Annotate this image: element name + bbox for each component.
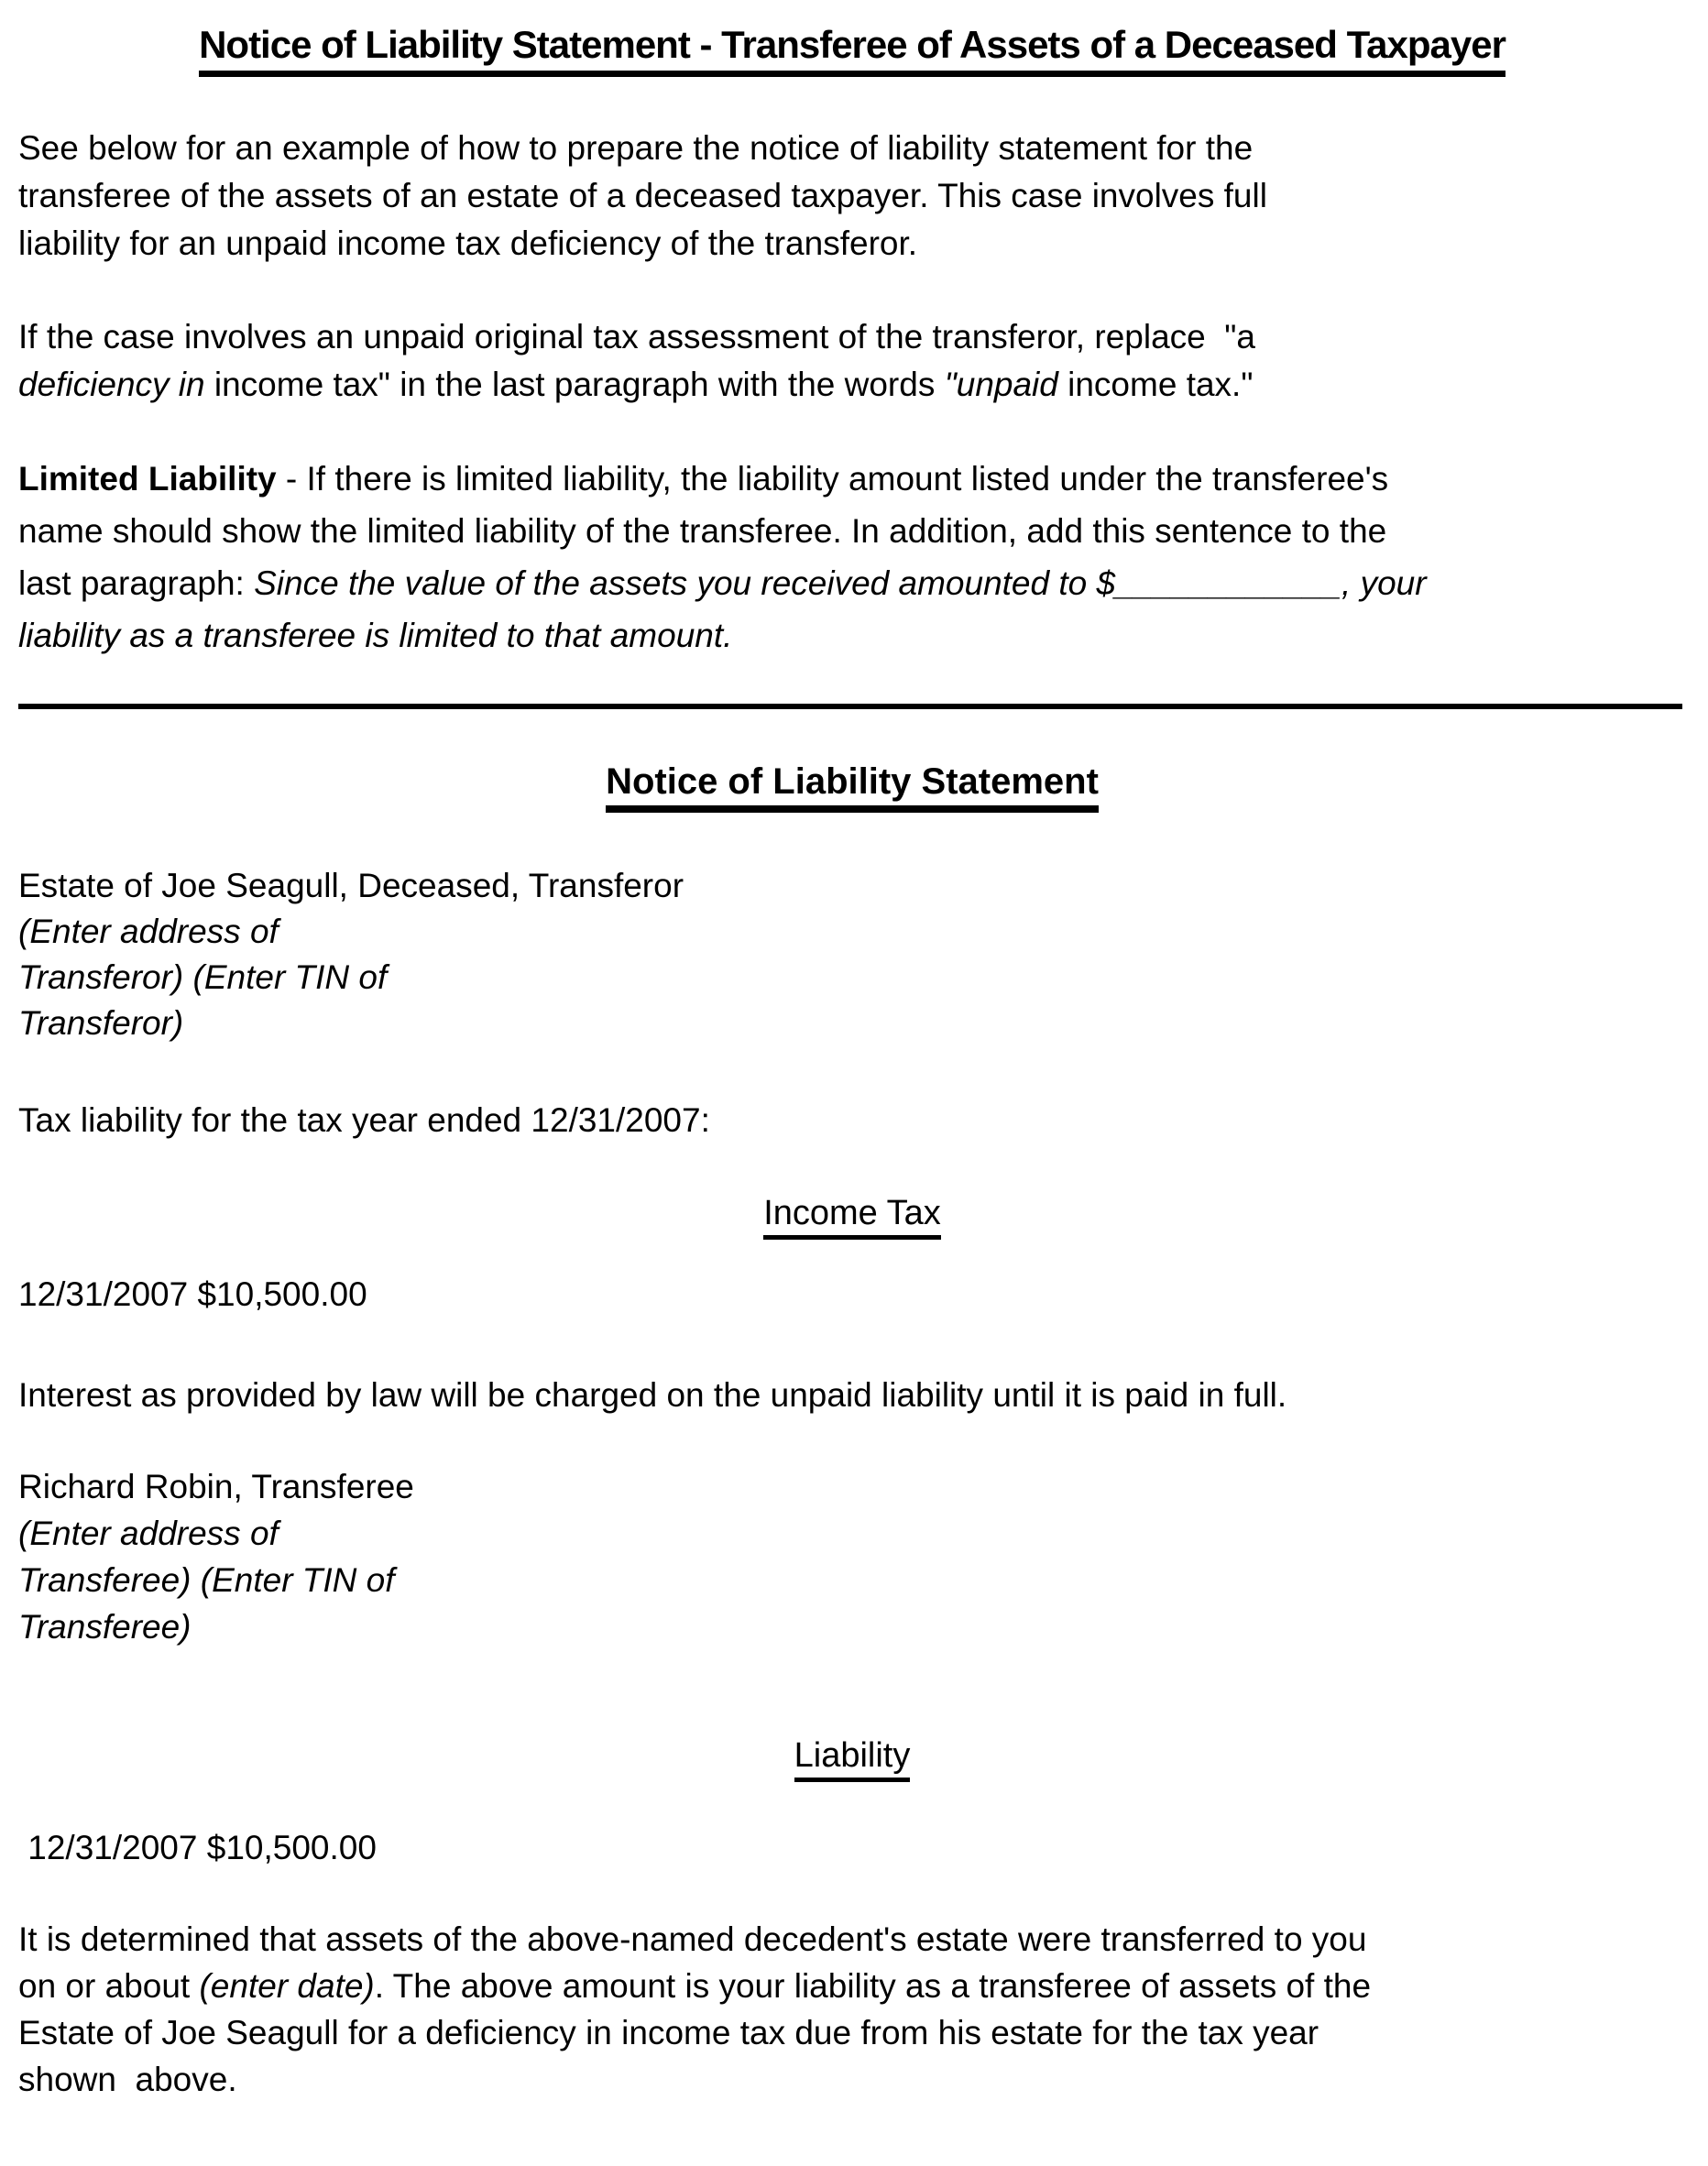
plain-text: . The above amount is your liability as a transferee of assets of the [374,1967,1372,2005]
tax-year-line: Tax liability for the tax year ended 12/31/2007: [18,1101,710,1139]
replacement-note-line-2 [18,361,1686,409]
liability-heading [18,1734,1686,1777]
plain-text: on or about [18,1967,200,2005]
italic-phrase-unpaid: "unpaid [944,366,1058,403]
intro-line-2: transferee of the assets of an estate of a deceased taxpayer. This case involves full [18,177,1267,214]
statement-heading [18,760,1686,803]
closing-line-4: shown above. [18,2061,237,2098]
closing-paragraph [18,1916,1686,2103]
limited-liability-paragraph [18,453,1686,662]
document-title [18,24,1686,66]
interest-line: Interest as provided by law will be charged on the unpaid liability until it is paid in full. [18,1376,1287,1414]
transferor-name-line: Estate of Joe Seagull, Deceased, Transferor [18,867,684,904]
italic-sentence-start: Since the value of the assets you received amounted to $____________, your [254,564,1427,602]
transferor-address-line-2: Transferor) (Enter TIN of [18,958,388,996]
limited-liability-line-2: name should show the limited liability of the transferee. In addition, add this sentence to the [18,512,1387,550]
plain-text: last paragraph: [18,564,255,602]
italic-phrase-deficiency: deficiency in [18,366,205,403]
limited-liability-line-1 [18,453,1686,505]
plain-text: - If there is limited liability, the liability amount listed under the transferee's [276,460,1389,498]
limited-liability-line-4: liability as a transferee is limited to that amount. [18,617,733,654]
transferee-address-line-2: Transferee) (Enter TIN of [18,1561,395,1599]
liability-amount-line: 12/31/2007 $10,500.00 [18,1829,377,1866]
income-tax-heading [18,1192,1686,1234]
intro-line-1: See below for an example of how to prepare the notice of liability statement for the [18,129,1254,167]
transferee-name-line: Richard Robin, Transferee [18,1468,414,1505]
income-tax-amount-line: 12/31/2007 $10,500.00 [18,1275,367,1313]
transferor-address-line-1: (Enter address of [18,913,279,950]
limited-liability-label: Limited Liability [18,460,277,498]
income-tax-heading-text: Income Tax [763,1194,941,1240]
intro-line-3: liability for an unpaid income tax deficiency of the transferor. [18,224,918,262]
plain-text: income tax." [1057,366,1254,403]
intro-paragraph [18,125,1686,268]
closing-line-2 [18,1963,1686,2009]
liability-heading-text: Liability [794,1736,911,1782]
transferee-address-line-3: Transferee) [18,1608,192,1646]
limited-liability-line-3 [18,557,1686,609]
statement-heading-text: Notice of Liability Statement [606,761,1099,813]
transferee-address-line-1: (Enter address of [18,1515,279,1552]
italic-enter-date: (enter date) [199,1967,375,2005]
document-title-text: Notice of Liability Statement - Transferee of Assets of a Deceased Taxpayer [199,23,1505,77]
closing-line-3: Estate of Joe Seagull for a deficiency in income tax due from his estate for the tax year [18,2014,1319,2051]
transferor-block [18,863,1686,1046]
replacement-note-paragraph [18,313,1686,409]
section-divider [18,704,1682,709]
transferee-block [18,1463,1686,1650]
replacement-note-line-1: If the case involves an unpaid original tax assessment of the transferor, replace "a [18,318,1255,356]
closing-line-1: It is determined that assets of the above-named decedent's estate were transferred to you [18,1920,1367,1958]
plain-text: income tax" in the last paragraph with the words [204,366,945,403]
transferor-address-line-3: Transferor) [18,1004,184,1042]
